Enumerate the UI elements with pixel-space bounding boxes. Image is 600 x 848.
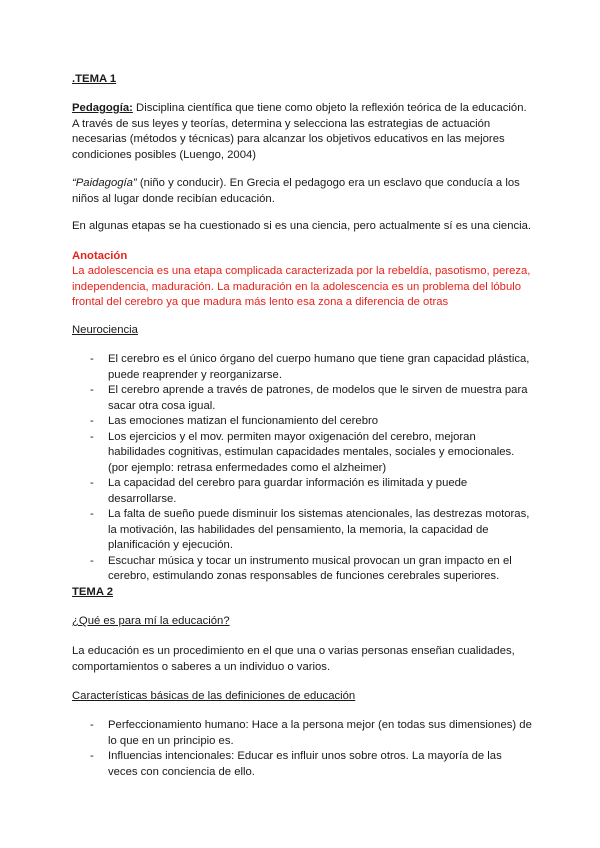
tema2-answer: La educación es un procedimiento en el que una o varias personas enseñan cualidades, comportamientos o saberes a un individuo o varios. [72,645,515,673]
paidagogia-text: (niño y conducir). En Grecia el pedagogo era un esclavo que conducía a los niños al lugar donde recibían educación. [72,177,520,205]
list-item: - Escuchar música y tocar un instrumento musical provocan un gran impacto en el cerebro, estimulando zonas responsables de funciones cerebrales superiores. [72,554,534,585]
list-item: - El cerebro es el único órgano del cuerpo humano que tiene gran capacidad plástica, puede reaprender y reorganizarse. [72,352,534,383]
tema2-title: TEMA 2 [72,586,114,598]
paidagogia-paragraph [72,176,534,207]
paidagogia-term: “Paidagogía” [72,177,137,189]
neurociencia-list [72,352,534,585]
list-item: - Perfeccionamiento humano: Hace a la persona mejor (en todas sus dimensiones) de lo que en un principio es. [72,718,534,749]
anotacion-title: Anotación [72,250,128,262]
pedagogia-definition: Disciplina científica que tiene como objeto la reflexión teórica de la educación. A través de sus leyes y teorías, determina y selecciona las estrategias de actuación necesarias (métodos y técnicas) para alcanzar los objetivos educativos en las mejores condiciones posibles (Luengo, 2004) [72,102,527,161]
list-item: - Influencias intencionales: Educar es influir unos sobre otros. La mayoría de las veces con conciencia de ello. [72,749,534,780]
pedagogia-term: Pedagogía: [72,102,133,114]
caracteristicas-list [72,718,534,780]
list-item: - La falta de sueño puede disminuir los sistemas atencionales, las destrezas motoras, la motivación, las habilidades del pensamiento, la memoria, la capacidad de planificación y ejecución. [72,507,534,554]
caracteristicas-heading: Características básicas de las definiciones de educación [72,690,356,702]
pedagogia-paragraph [72,101,534,163]
neurociencia-heading: Neurociencia [72,324,138,336]
list-item: - El cerebro aprende a través de patrones, de modelos que le sirven de muestra para sacar otra cosa igual. [72,383,534,414]
list-item: - Las emociones matizan el funcionamiento del cerebro [72,414,534,430]
ciencia-paragraph: En algunas etapas se ha cuestionado si es una ciencia, pero actualmente sí es una ciencia. [72,220,532,232]
anotacion-text: La adolescencia es una etapa complicada caracterizada por la rebeldía, pasotismo, pereza, independencia, maduración. La maduración en la adolescencia es un problema del lóbulo frontal del cerebro ya que madura más lento esa zona a diferencia de otras [72,265,531,308]
list-item: - La capacidad del cerebro para guardar información es ilimitada y puede desarrollarse. [72,476,534,507]
tema1-title: .TEMA 1 [72,73,117,85]
tema2-question: ¿Qué es para mí la educación? [72,615,230,627]
list-item: - Los ejercicios y el mov. permiten mayor oxigenación del cerebro, mejoran habilidades cognitivas, estimulan capacidades mentales, sociales y emocionales. (por ejemplo: retrasa enfermedades como el alzheimer) [72,430,534,477]
